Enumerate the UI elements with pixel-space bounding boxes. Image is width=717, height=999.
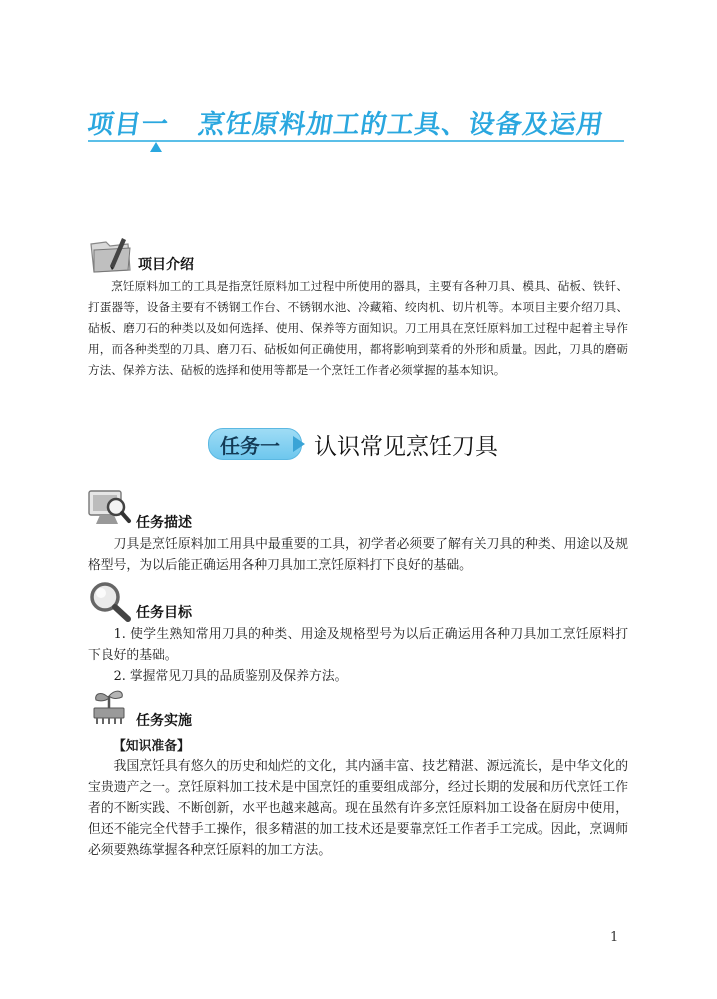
intro-heading: 项目介绍 xyxy=(138,257,194,273)
intro-paragraph: 烹饪原料加工的工具是指烹饪原料加工过程中所使用的器具，主要有各种刀具、模具、砧板、铁钎、打蛋器等，设备主要有不锈钢工作台、不锈钢水池、冷藏箱、绞肉机、切片机等。本项目主要介绍刀具、砧板、磨刀石的种类以及如何选择、使用、保养等方面知识。刀工用具在烹饪原料加工过程中起着主导作用，而各种类型的刀具、磨刀石、砧板如何正确使用，都将影响到菜肴的外形和质量。因此，刀具的磨砺方法、保养方法、砧板的选择和使用等都是一个烹饪工作者必须掌握的基本知识。 xyxy=(88,279,628,377)
project-number: 项目一 xyxy=(85,110,171,140)
implementation-heading: 任务实施 xyxy=(136,713,192,729)
goals-list xyxy=(88,624,628,687)
implementation-body xyxy=(88,756,628,861)
page-number: 1 xyxy=(610,930,619,945)
knowledge-label: 【知识准备】 xyxy=(113,739,190,754)
task-label: 任务一 xyxy=(220,434,280,458)
intro-body xyxy=(88,276,628,381)
description-heading: 任务描述 xyxy=(136,515,192,531)
task-arrow xyxy=(293,436,305,452)
task-title: 认识常见烹饪刀具 xyxy=(314,434,498,460)
project-title-text: 烹饪原料加工的工具、设备及运用 xyxy=(196,110,606,140)
title-marker xyxy=(150,142,162,152)
chip-sprout-icon xyxy=(86,686,132,726)
implementation-paragraph: 我国烹饪具有悠久的历史和灿烂的文化，其内涵丰富、技艺精湛、源远流长，是中华文化的宝贵遗产之一。烹饪原料加工技术是中国烹饪的重要组成部分，经过长期的发展和历代烹饪工作者的不断实践、不断创新，水平也越来越高。现在虽然有许多烹饪原料加工设备在厨房中使用，但还不能完全代替手工操作，很多精湛的加工技术还是要靠烹饪工作者手工完成。因此，烹调师必须要熟练掌握各种烹饪原料的加工方法。 xyxy=(88,759,628,858)
title-underline xyxy=(88,140,624,142)
goal-item-1: 1. 使学生熟知常用刀具的种类、用途及规格型号为以后正确运用各种刀具加工烹饪原料打下良好的基础。 xyxy=(88,627,628,663)
magnifier-icon xyxy=(88,580,132,622)
description-body xyxy=(88,534,628,576)
description-paragraph: 刀具是烹饪原料加工用具中最重要的工具，初学者必须要了解有关刀具的种类、用途以及规格型号，为以后能正确运用各种刀具加工烹饪原料打下良好的基础。 xyxy=(88,537,628,573)
goal-item-2: 2. 掌握常见刀具的品质鉴别及保养方法。 xyxy=(113,669,348,684)
folder-pen-icon xyxy=(88,232,134,274)
goals-heading: 任务目标 xyxy=(136,605,192,621)
project-title xyxy=(85,104,606,141)
computer-magnifier-icon xyxy=(86,488,132,528)
